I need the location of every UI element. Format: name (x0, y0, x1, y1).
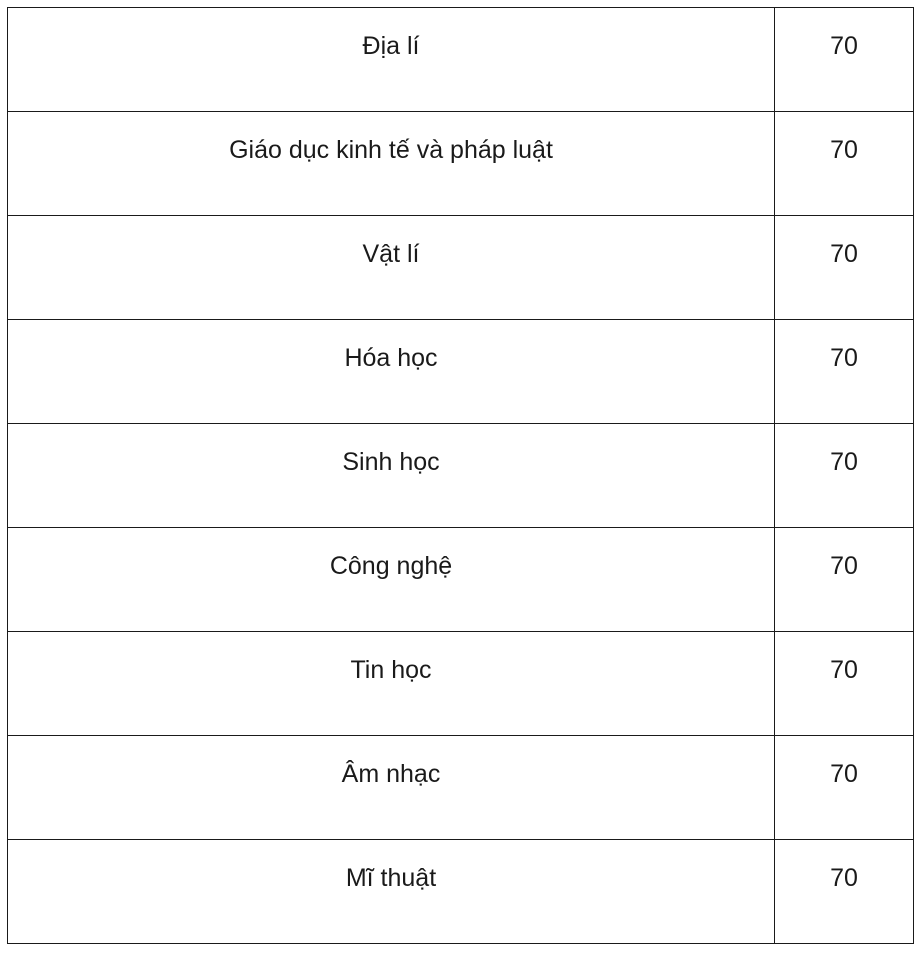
table-row (8, 840, 914, 944)
table-row (8, 320, 914, 424)
table-row (8, 528, 914, 632)
table-row (8, 216, 914, 320)
value-label: 70 (830, 864, 858, 892)
value-label: 70 (830, 552, 858, 580)
subject-label: Sinh học (342, 448, 440, 476)
subject-cell (8, 112, 775, 216)
subject-label: Mĩ thuật (345, 864, 437, 892)
value-label: 70 (830, 32, 858, 60)
value-label: 70 (830, 760, 858, 788)
subject-cell (8, 736, 775, 840)
subject-cell (8, 632, 775, 736)
subject-label: Công nghệ (329, 552, 453, 580)
value-label: 70 (830, 344, 858, 372)
subject-cell (8, 320, 775, 424)
subject-cell (8, 424, 775, 528)
subject-cell (8, 528, 775, 632)
subject-table (7, 7, 914, 944)
subject-cell (8, 216, 775, 320)
subject-label: Giáo dục kinh tế và pháp luật (229, 136, 553, 164)
subject-label: Hóa học (344, 344, 438, 372)
subject-label: Âm nhạc (341, 760, 441, 788)
value-cell (775, 424, 914, 528)
table-row (8, 8, 914, 112)
value-label: 70 (830, 448, 858, 476)
value-cell (775, 528, 914, 632)
subject-label: Tin học (350, 656, 432, 684)
value-cell (775, 8, 914, 112)
value-cell (775, 216, 914, 320)
subject-label: Địa lí (362, 32, 420, 60)
table-row (8, 112, 914, 216)
subject-label: Vật lí (362, 240, 420, 268)
value-cell (775, 112, 914, 216)
value-cell (775, 632, 914, 736)
value-cell (775, 320, 914, 424)
table-row (8, 632, 914, 736)
value-label: 70 (830, 136, 858, 164)
value-label: 70 (830, 240, 858, 268)
subject-cell (8, 8, 775, 112)
table-body (8, 8, 914, 944)
value-cell (775, 840, 914, 944)
subject-cell (8, 840, 775, 944)
table-row (8, 424, 914, 528)
table-row (8, 736, 914, 840)
value-label: 70 (830, 656, 858, 684)
value-cell (775, 736, 914, 840)
